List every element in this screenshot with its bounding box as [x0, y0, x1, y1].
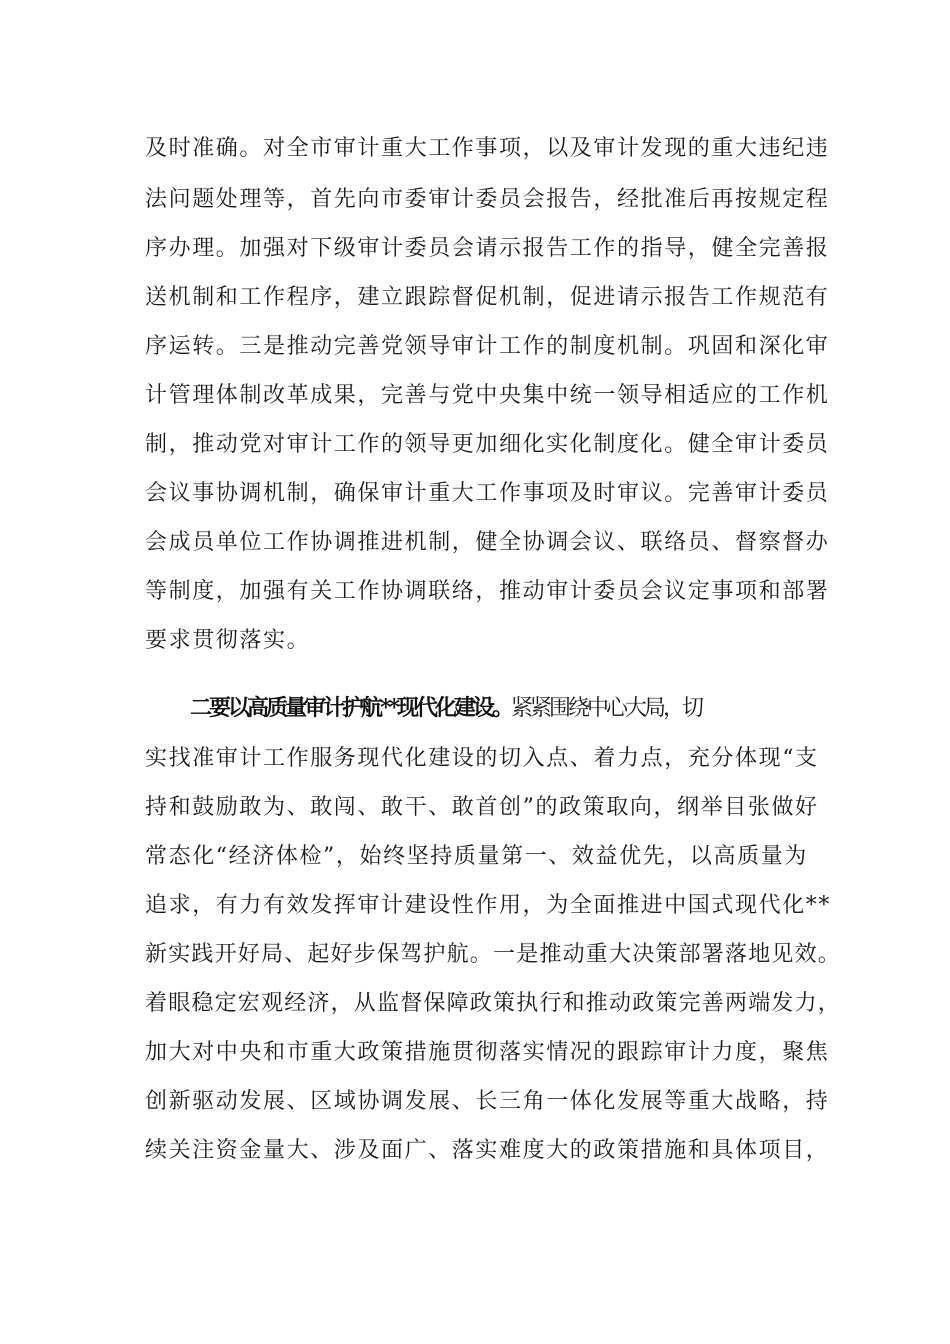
- text-line: 着眼稳定宏观经济，从监督保障政策执行和推动政策完善两端发力，: [145, 991, 842, 1016]
- text-line: 法问题处理等，首先向市委审计委员会报告，经批准后再按规定程: [145, 187, 830, 212]
- paragraph-first-line: [190, 688, 890, 728]
- text-line: 加大对中央和市重大政策措施贯彻落实情况的跟踪审计力度，聚焦: [145, 1040, 830, 1065]
- text-line: 序办理。加强对下级审计委员会请示报告工作的指导，健全完善报: [145, 236, 830, 261]
- text-line: 序运转。三是推动完善党领导审计工作的制度机制。巩固和深化审: [145, 334, 830, 359]
- text-line: 常态化“经济体检”，始终坚持质量第一、效益优先，以高质量为: [145, 844, 808, 869]
- text-line: 要求贯彻落实。: [145, 628, 311, 653]
- text-line: 等制度，加强有关工作协调联络，推动审计委员会议定事项和部署: [145, 579, 830, 604]
- text-line: 实找准审计工作服务现代化建设的切入点、着力点，充分体现“支: [145, 746, 819, 771]
- text-line: 新实践开好局、起好步保驾护航。一是推动重大决策部署落地见效。: [145, 942, 842, 967]
- text-line: 会议事协调机制，确保审计重大工作事项及时审议。完善审计委员: [145, 481, 830, 506]
- text-run: 紧紧围绕中心大局，切: [511, 696, 702, 721]
- text-line: 制，推动党对审计工作的领导更加细化实化制度化。健全审计委员: [145, 432, 830, 457]
- text-line: 及时准确。对全市审计重大工作事项，以及审计发现的重大违纪违: [145, 136, 830, 161]
- text-line: 持和鼓励敢为、敢闯、敢干、敢首创”的政策取向，纲举目张做好: [145, 795, 819, 820]
- text-line: 计管理体制改革成果，完善与党中央集中统一领导相适应的工作机: [145, 383, 830, 408]
- text-line: 追求，有力有效发挥审计建设性作用，为全面推进中国式现代化**: [145, 893, 832, 918]
- text-line: 送机制和工作程序，建立跟踪督促机制，促进请示报告工作规范有: [145, 285, 830, 310]
- section-heading: 二要以高质量审计护航**现代化建设。: [190, 695, 512, 721]
- text-line: 续关注资金量大、涉及面广、落实难度大的政策措施和具体项目，: [145, 1138, 830, 1163]
- text-line: 创新驱动发展、区域协调发展、长三角一体化发展等重大战略，持: [145, 1089, 830, 1114]
- text-line: 会成员单位工作协调推进机制，健全协调会议、联络员、督察督办: [145, 530, 830, 555]
